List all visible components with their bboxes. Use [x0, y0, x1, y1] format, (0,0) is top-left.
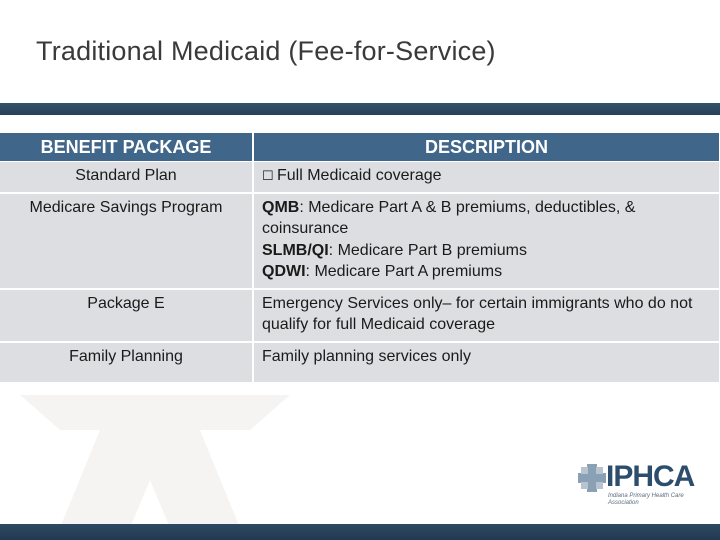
- package-name-cell: Family Planning: [0, 342, 253, 384]
- program-abbreviation: QMB: [262, 198, 300, 216]
- benefit-packages-table: [0, 133, 720, 384]
- description-cell: [253, 193, 720, 289]
- checkbox-bullet-icon: ☐: [262, 168, 274, 183]
- package-name-cell: Package E: [0, 289, 253, 342]
- header-divider-band: [0, 103, 720, 115]
- program-abbreviation: QDWI: [262, 263, 306, 280]
- iphca-logo-mark-icon: [578, 464, 606, 492]
- table-row: [0, 193, 720, 289]
- description-cell: [253, 342, 720, 384]
- description-cell: [253, 289, 720, 342]
- table-row: [0, 162, 720, 193]
- description-text: Family planning services only: [262, 347, 471, 365]
- footer-band: [0, 524, 720, 540]
- description-text: Emergency Services only– for certain immigrants who do not qualify for full Medicaid coverage: [262, 294, 693, 333]
- description-text: Full Medicaid coverage: [277, 167, 442, 184]
- description-text: : Medicare Part A & B premiums, deductibles, & coinsurance: [262, 198, 636, 237]
- column-header-benefit-package: BENEFIT PACKAGE: [0, 133, 253, 162]
- description-text: : Medicare Part A premiums: [305, 263, 503, 280]
- program-abbreviation: SLMB/QI: [262, 241, 329, 259]
- logo-wordmark: IPHCA: [606, 460, 695, 493]
- description-cell: [253, 162, 720, 193]
- table-row: [0, 342, 720, 384]
- page-title: Traditional Medicaid (Fee-for-Service): [36, 36, 496, 66]
- package-name-cell: Medicare Savings Program: [0, 193, 253, 289]
- column-header-description: DESCRIPTION: [253, 133, 720, 162]
- description-text: : Medicare Part B premiums: [328, 241, 527, 259]
- logo-tagline: Indiana Primary Health Care Association: [608, 493, 684, 506]
- table-row: [0, 289, 720, 342]
- table-header-row: [0, 133, 720, 162]
- iphca-logo: [578, 460, 695, 506]
- package-name-cell: Standard Plan: [0, 162, 253, 193]
